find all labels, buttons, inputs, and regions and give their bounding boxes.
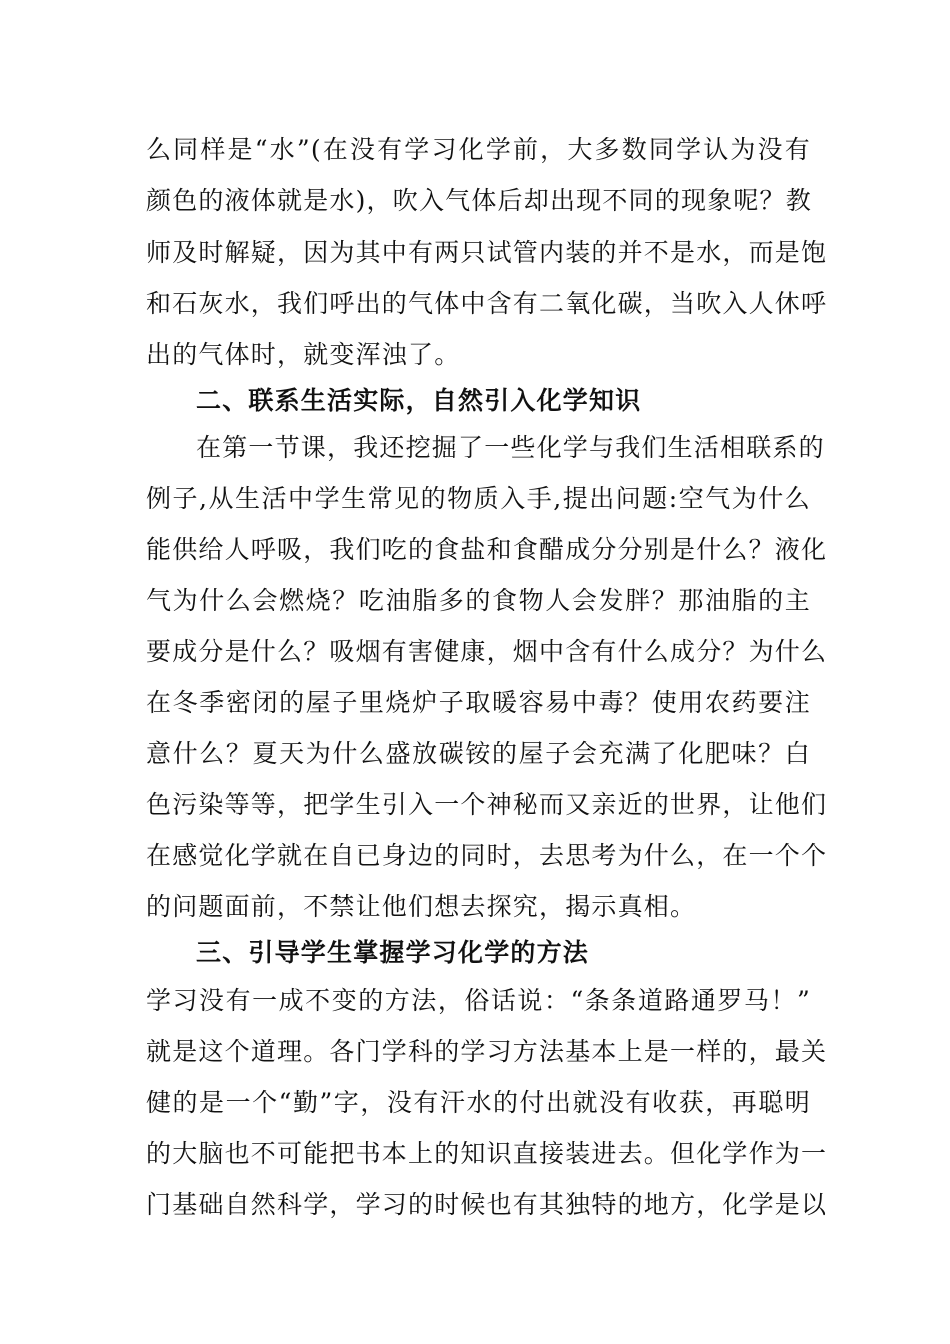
paragraph-line: 就是这个道理。各门学科的学习方法基本上是一样的，最关 [146,1037,828,1066]
paragraph-line: 么同样是“水”(在没有学习化学前，大多数同学认为没有 [146,135,811,164]
section-heading: 二、联系生活实际，自然引入化学知识 [196,386,642,415]
paragraph-line: 的大脑也不可能把书本上的知识直接装进去。但化学作为一 [146,1139,828,1168]
paragraph-line: 健的是一个“勤”字，没有汗水的付出就没有收获，再聪明 [146,1088,811,1117]
paragraph-line: 和石灰水，我们呼出的气体中含有二氧化碳，当吹入人休呼 [146,289,828,318]
paragraph-line: 颜色的液体就是水)，吹入气体后却出现不同的现象呢？教 [146,186,812,215]
paragraph-line: 出的气体时，就变浑浊了。 [146,340,461,369]
paragraph-line: 在感觉化学就在自已身边的同时，去思考为什么，在一个个 [146,841,828,870]
paragraph-line: 在第一节课，我还挖掘了一些化学与我们生活相联系的 [196,433,825,462]
paragraph-line: 要成分是什么？吸烟有害健康，烟中含有什么成分？为什么 [146,637,828,666]
paragraph-line: 的问题面前，不禁让他们想去探究，揭示真相。 [146,892,697,921]
paragraph-line: 师及时解疑，因为其中有两只试管内装的并不是水，而是饱 [146,238,828,267]
section-heading: 三、引导学生掌握学习化学的方法 [196,938,590,967]
paragraph-line: 意什么？夏天为什么盛放碳铵的屋子会充满了化肥味？白 [146,739,811,768]
paragraph-line: 在冬季密闭的屋子里烧炉子取暖容易中毒？使用农药要注 [146,688,811,717]
paragraph-line: 色污染等等，把学生引入一个神秘而又亲近的世界，让他们 [146,790,828,819]
paragraph-line: 学习没有一成不变的方法，俗话说：“条条道路通罗马！” [146,986,811,1015]
paragraph-line: 能供给人呼吸，我们吃的食盐和食醋成分分别是什么？液化 [146,535,828,564]
paragraph-line: 例子,从生活中学生常见的物质入手,提出问题:空气为什么 [146,484,811,513]
paragraph-line: 门基础自然科学，学习的时候也有其独特的地方，化学是以 [146,1190,828,1219]
paragraph-line: 气为什么会燃烧？吃油脂多的食物人会发胖？那油脂的主 [146,586,811,615]
